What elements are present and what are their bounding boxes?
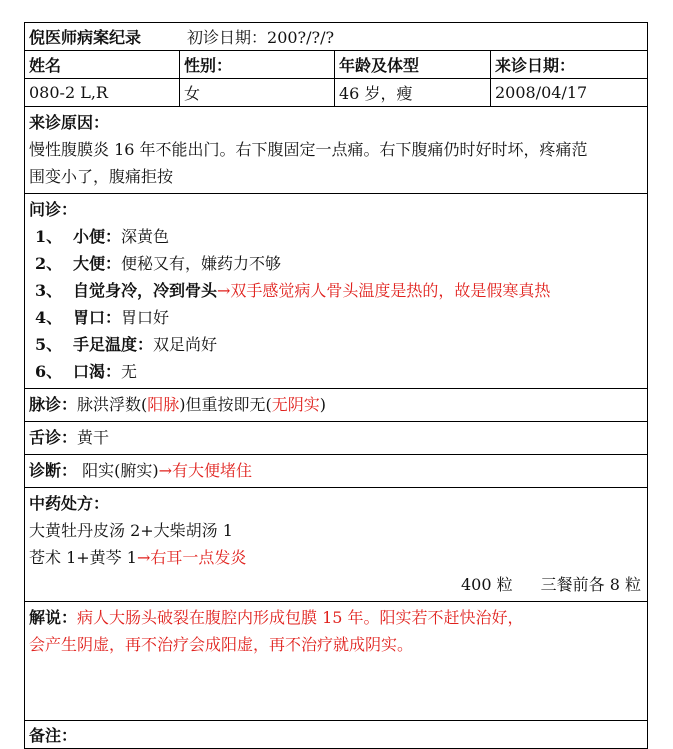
reason-section (25, 107, 647, 194)
diagnosis-note: →有大便堵住 (158, 461, 253, 480)
reason-text-line1: 慢性腹膜炎 16 年不能出门。右下腹固定一点痛。右下腹痛仍时好时坏，疼痛范 (29, 140, 588, 159)
inquiry-section (25, 194, 647, 389)
value-age-build: 46 岁，瘦 (335, 79, 491, 106)
inquiry-item-number: 5、 (35, 335, 63, 354)
dose-line (29, 571, 643, 598)
inquiry-item-label: 大便： (73, 254, 122, 273)
inquiry-item-number: 6、 (35, 362, 63, 381)
inquiry-item-value: 双足尚好 (153, 335, 218, 354)
header-visit-date: 来诊日期： (495, 56, 576, 75)
value-visit-date: 2008/04/17 (495, 83, 588, 102)
inquiry-item-label: 口渴： (73, 362, 122, 381)
prescription-line1: 大黄牡丹皮汤 2+大柴胡汤 1 (29, 521, 233, 540)
explanation-section (25, 602, 647, 721)
prescription-section (25, 488, 647, 602)
inquiry-item-note: →双手感觉病人骨头温度是热的，故是假寒真热 (217, 281, 551, 300)
info-value-row (25, 79, 647, 107)
pulse-text-c: ) (319, 395, 327, 414)
inquiry-item-label: 胃口： (73, 308, 122, 327)
header-age-build: 年龄及体型 (335, 51, 491, 78)
first-visit-date: 初诊日期：200?/?/? (187, 28, 335, 47)
inquiry-item-number: 4、 (35, 308, 63, 327)
pulse-red-b: 无阴实 (271, 395, 320, 414)
dose-count: 400 粒 (461, 575, 513, 594)
pulse-text-a: 脉洪浮数( (77, 395, 148, 414)
inquiry-item (29, 331, 643, 358)
reason-label: 来诊原因： (29, 113, 110, 132)
tongue-section (25, 422, 647, 455)
prescription-line2-note: →右耳一点发炎 (136, 548, 247, 567)
medical-record-sheet (24, 22, 648, 749)
notes-section (25, 721, 647, 748)
pulse-label: 脉诊： (29, 395, 78, 414)
record-title: 倪医师病案纪录 (29, 28, 142, 47)
notes-label: 备注： (29, 726, 78, 745)
inquiry-item-label: 手足温度： (73, 335, 154, 354)
inquiry-item-value: 深黄色 (121, 227, 170, 246)
header-gender: 性别： (180, 51, 335, 78)
explanation-line1: 病人大肠头破裂在腹腔内形成包膜 15 年。阳实若不赶快治好， (77, 608, 524, 627)
pulse-section (25, 389, 647, 422)
header-name: 姓名 (25, 51, 180, 78)
explanation-line2: 会产生阴虚，再不治疗会成阳虚，再不治疗就成阴实。 (29, 635, 414, 654)
prescription-line2-wrap (29, 544, 643, 571)
inquiry-item-label: 自觉身冷，冷到骨头 (73, 281, 218, 300)
inquiry-item-value: 便秘又有，嫌药力不够 (121, 254, 282, 273)
prescription-label: 中药处方： (29, 494, 110, 513)
inquiry-label: 问诊： (29, 200, 78, 219)
tongue-text: 黄干 (77, 428, 110, 447)
inquiry-item (29, 358, 643, 385)
inquiry-item-value: 无 (121, 362, 138, 381)
info-header-row (25, 51, 647, 79)
inquiry-item-label: 小便： (73, 227, 122, 246)
title-row (25, 23, 647, 51)
prescription-line2: 苍术 1+黄芩 1 (29, 548, 137, 567)
inquiry-item (29, 304, 643, 331)
inquiry-item (29, 277, 643, 304)
value-name: 080-2 L,R (25, 79, 180, 106)
value-gender: 女 (180, 79, 335, 106)
inquiry-item-number: 3、 (35, 281, 63, 300)
inquiry-item (29, 250, 643, 277)
dose-timing: 三餐前各 8 粒 (540, 575, 641, 594)
pulse-text-b: )但重按即无( (179, 395, 272, 414)
reason-text-line2: 围变小了，腹痛拒按 (29, 167, 174, 186)
inquiry-item (29, 223, 643, 250)
tongue-label: 舌诊： (29, 428, 78, 447)
inquiry-item-number: 2、 (35, 254, 63, 273)
explanation-label: 解说： (29, 608, 78, 627)
inquiry-item-number: 1、 (35, 227, 63, 246)
pulse-red-a: 阳脉 (147, 395, 180, 414)
diagnosis-label: 诊断： (29, 461, 78, 480)
diagnosis-text: 阳实(腑实) (82, 461, 159, 480)
diagnosis-section (25, 455, 647, 488)
inquiry-item-value: 胃口好 (121, 308, 170, 327)
